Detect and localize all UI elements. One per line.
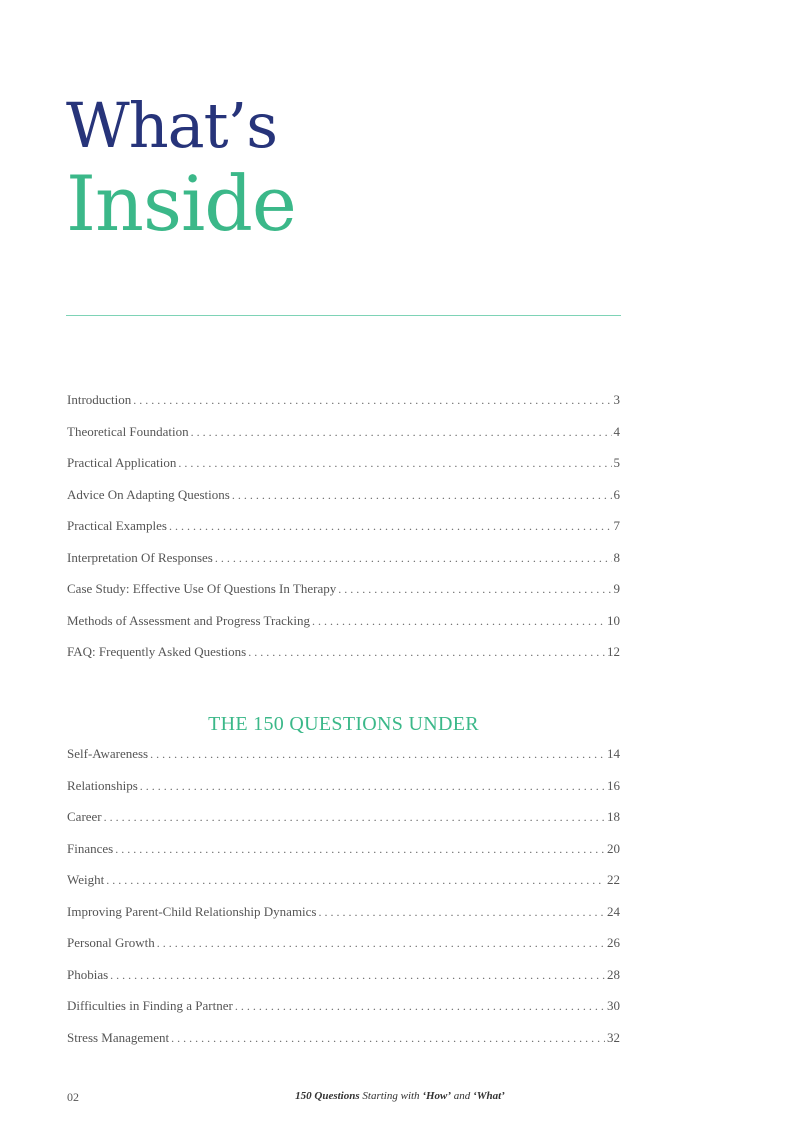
toc-entry-label: Advice On Adapting Questions — [67, 486, 230, 502]
toc-entry — [67, 518, 620, 550]
toc-entry-label: Finances — [67, 840, 114, 856]
toc-entry-page: 24 — [607, 903, 620, 919]
toc-entry — [67, 778, 620, 810]
toc-entry — [67, 550, 620, 582]
toc-entry-label: Self-Awareness — [67, 746, 149, 761]
toc-leader-dots — [338, 582, 611, 597]
toc-entry — [67, 613, 620, 645]
toc-entry-page: 14 — [607, 746, 620, 761]
toc-leader-dots — [235, 999, 605, 1014]
toc-entry — [67, 841, 620, 873]
toc-entry-page: 12 — [607, 644, 620, 659]
toc-entry-page: 32 — [607, 1029, 620, 1045]
table-of-contents — [67, 392, 620, 676]
toc-entry — [67, 487, 620, 519]
page-title-line-2: Inside — [66, 159, 296, 248]
toc-leader-dots — [169, 519, 612, 534]
toc-entry — [67, 455, 620, 487]
toc-entry — [67, 935, 620, 967]
toc-entry-page: 8 — [613, 549, 620, 565]
toc-leader-dots — [115, 842, 605, 857]
toc-leader-dots — [110, 968, 605, 983]
title-divider — [66, 315, 621, 316]
toc-entry-label: FAQ: Frequently Asked Questions — [67, 644, 247, 659]
toc-entry-page: 28 — [607, 966, 620, 982]
toc-leader-dots — [133, 393, 611, 408]
toc-entry — [67, 392, 620, 424]
toc-leader-dots — [140, 779, 605, 794]
toc-entry-page: 26 — [607, 935, 620, 950]
footer-title-how: ‘How’ — [422, 1090, 452, 1102]
toc-entry-page: 4 — [613, 423, 620, 439]
toc-entry-label: Improving Parent-Child Relationship Dynamics — [67, 903, 317, 919]
footer-title-mid: Starting with — [359, 1090, 423, 1102]
toc-entry-label: Theoretical Foundation — [67, 423, 189, 439]
toc-leader-dots — [178, 456, 611, 471]
toc-entry-label: Phobias — [67, 966, 109, 982]
footer-book-title — [220, 1090, 580, 1102]
toc-entry — [67, 872, 620, 904]
toc-leader-dots — [104, 810, 605, 825]
toc-entry-label: Interpretation Of Responses — [67, 549, 213, 565]
footer-title-bold: 150 Questions — [295, 1090, 360, 1102]
toc-entry-label: Relationships — [67, 777, 138, 793]
toc-entry-label: Personal Growth — [67, 935, 155, 950]
toc-entry-label: Stress Management — [67, 1029, 170, 1045]
toc-entry — [67, 644, 620, 676]
toc-entry — [67, 746, 620, 778]
toc-entry-page: 20 — [607, 840, 620, 856]
toc-leader-dots — [150, 747, 605, 762]
toc-entry-label: Practical Examples — [67, 518, 167, 533]
toc-entry — [67, 1030, 620, 1062]
toc-entry-label: Difficulties in Finding a Partner — [67, 998, 233, 1013]
toc-leader-dots — [312, 614, 605, 629]
toc-entry-page: 6 — [613, 486, 620, 502]
footer-title-and: and — [451, 1090, 474, 1102]
toc-leader-dots — [232, 488, 612, 503]
page-title-line-1: What’s — [66, 89, 278, 162]
toc-leader-dots — [215, 551, 612, 566]
toc-entry-page: 7 — [613, 518, 620, 533]
toc-entry — [67, 581, 620, 613]
toc-entry — [67, 998, 620, 1030]
toc-leader-dots — [191, 425, 612, 440]
toc-entry-label: Case Study: Effective Use Of Questions In Therapy — [67, 581, 337, 596]
toc-entry-page: 30 — [607, 998, 620, 1013]
toc-entry — [67, 809, 620, 841]
toc-entry-page: 5 — [613, 455, 620, 470]
toc-leader-dots — [248, 645, 605, 660]
toc-entry-page: 16 — [607, 777, 620, 793]
toc-entry — [67, 967, 620, 999]
questions-contents — [67, 746, 620, 1061]
toc-entry-page: 9 — [613, 581, 620, 596]
toc-entry — [67, 904, 620, 936]
toc-entry-page: 10 — [607, 612, 620, 628]
footer-title-what: ‘What’ — [473, 1090, 505, 1102]
toc-leader-dots — [319, 905, 606, 920]
toc-leader-dots — [171, 1031, 605, 1046]
toc-leader-dots — [106, 873, 605, 888]
toc-entry-label: Introduction — [67, 392, 132, 407]
toc-entry-label: Career — [67, 809, 102, 824]
questions-section-heading: THE 150 QUESTIONS UNDER — [208, 713, 479, 735]
toc-entry-page: 22 — [607, 872, 620, 887]
toc-entry-page: 18 — [607, 809, 620, 824]
toc-entry-page: 3 — [613, 392, 620, 407]
toc-entry-label: Weight — [67, 872, 105, 887]
toc-entry — [67, 424, 620, 456]
toc-entry-label: Practical Application — [67, 455, 177, 470]
footer-page-number: 02 — [67, 1090, 79, 1104]
toc-entry-label: Methods of Assessment and Progress Tracking — [67, 612, 311, 628]
toc-leader-dots — [157, 936, 605, 951]
